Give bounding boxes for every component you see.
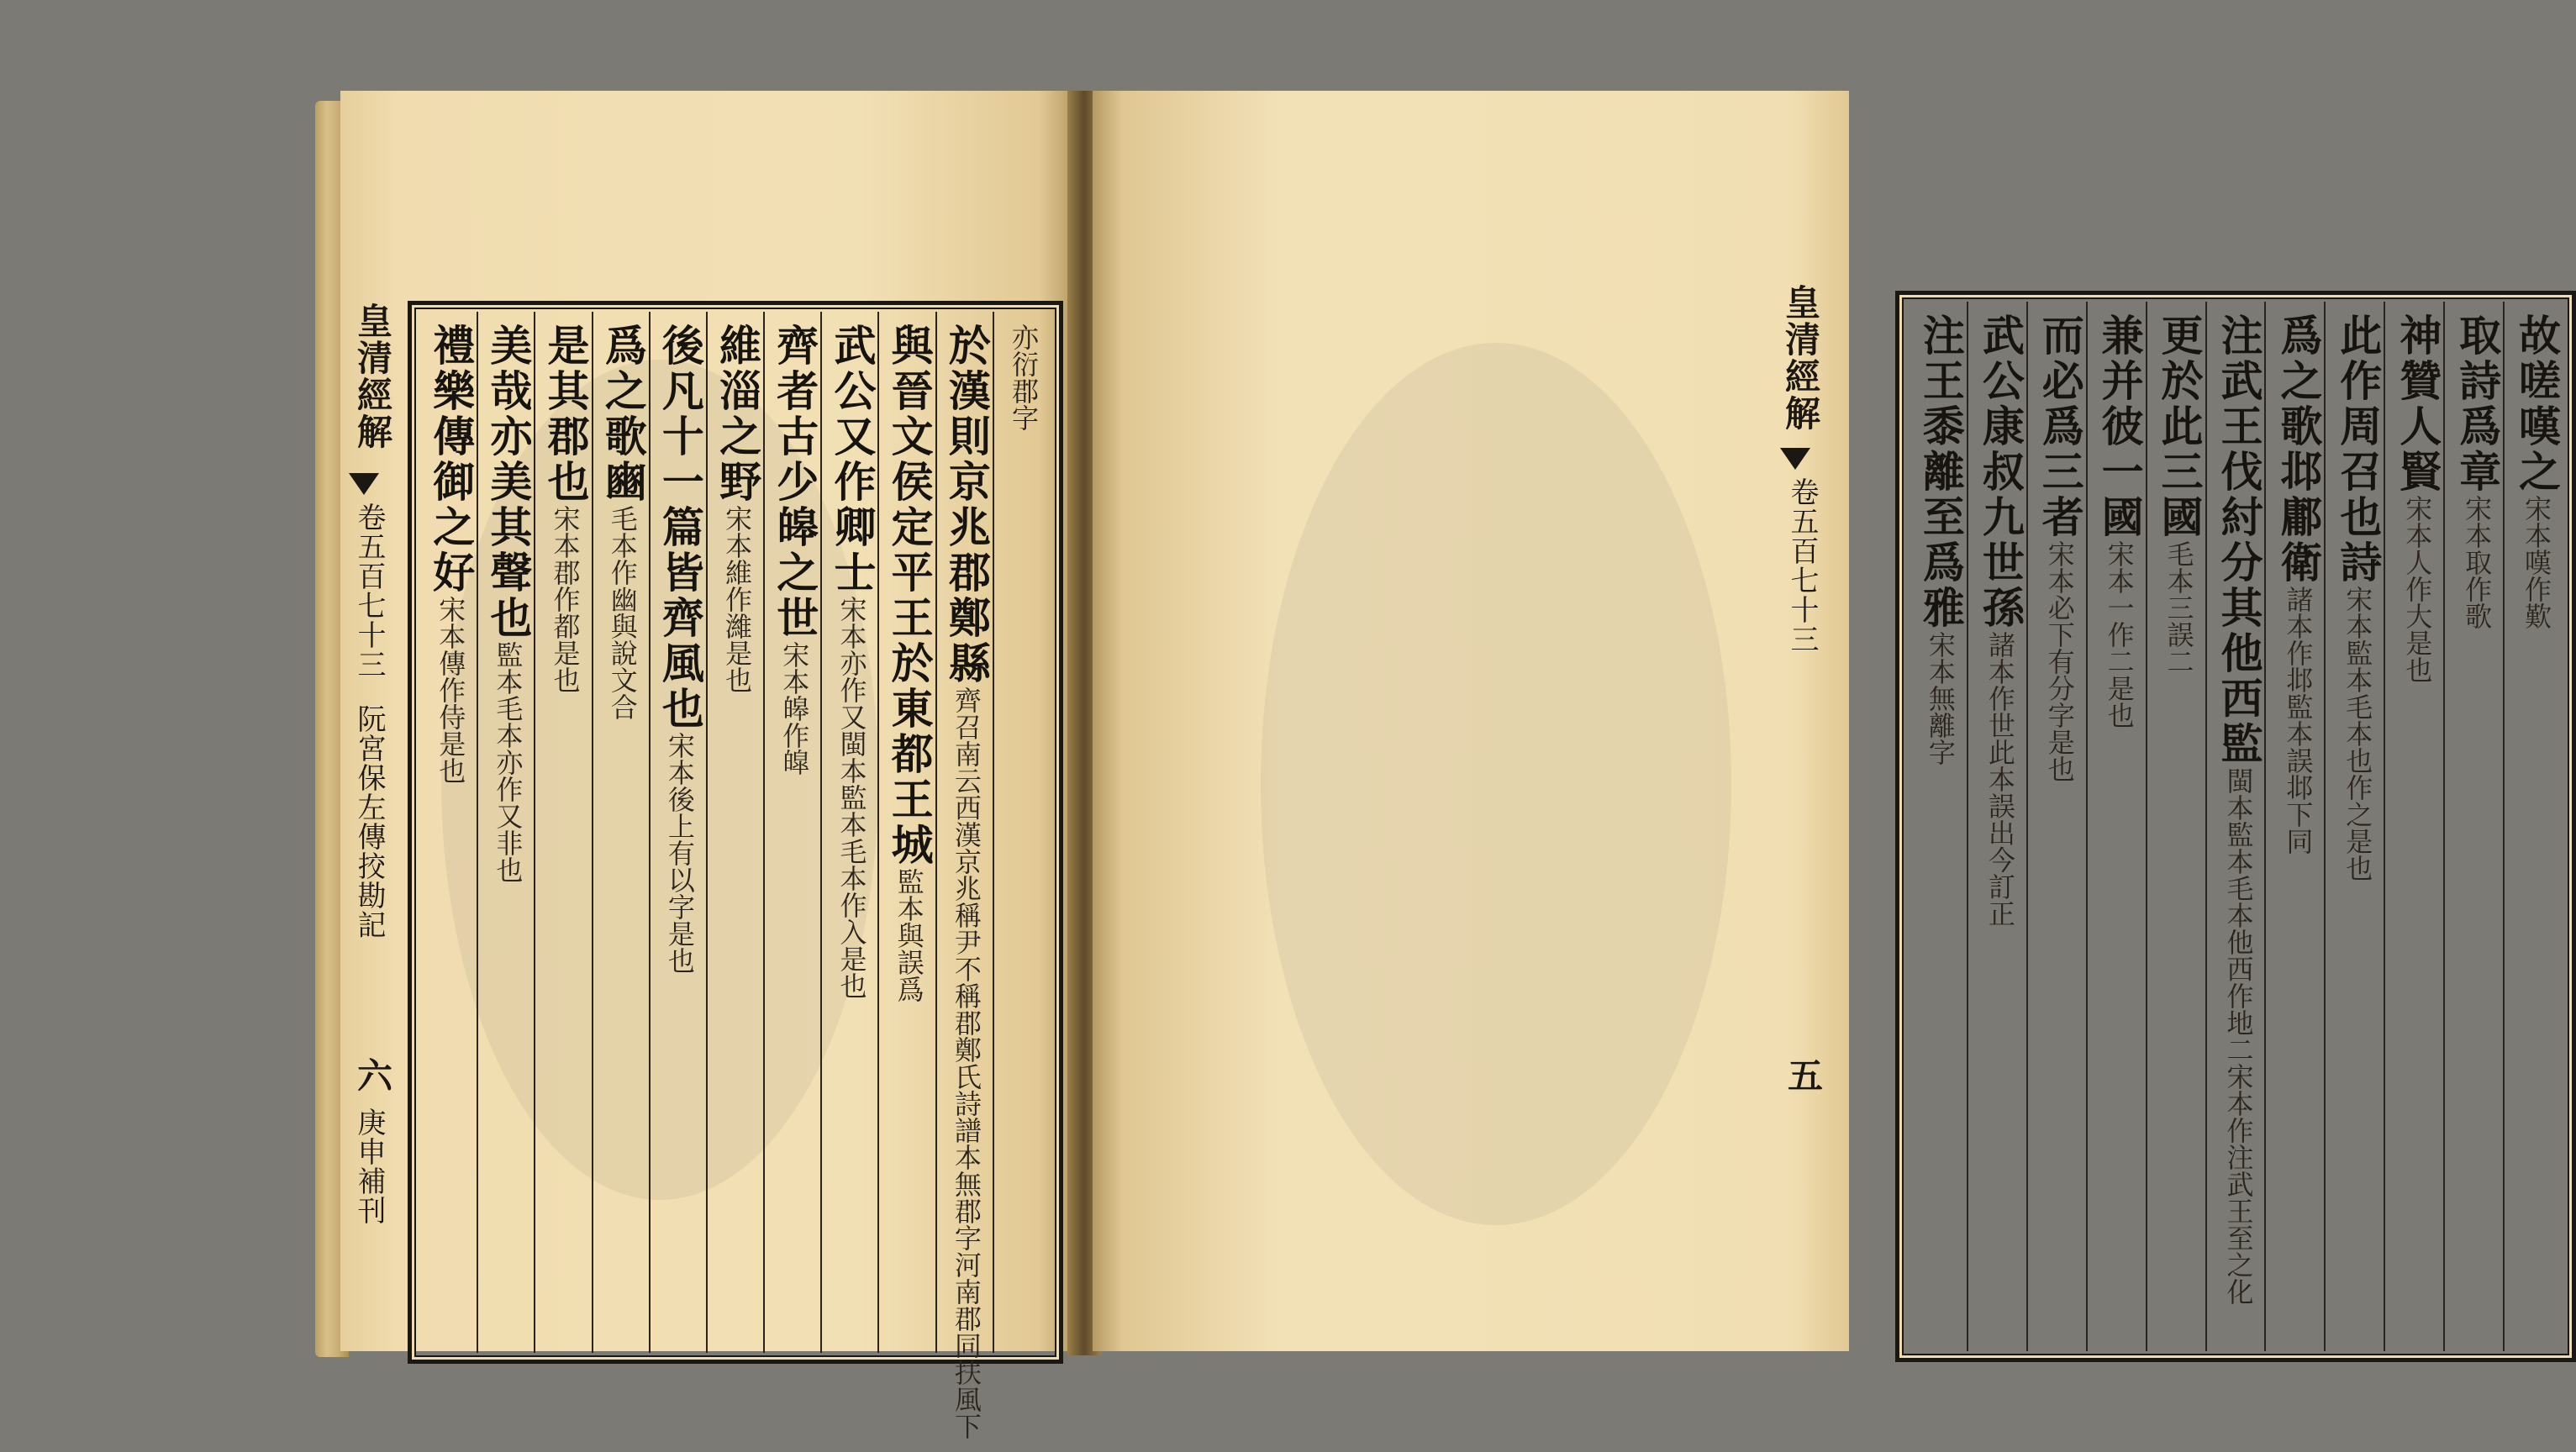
column-rule [2503, 302, 2505, 1351]
commentary-note: 宋本嘆作歎 [2521, 495, 2552, 629]
column-rule [2443, 302, 2445, 1351]
left-page [340, 91, 1076, 1439]
main-text: 爲之歌豳 [598, 324, 648, 505]
text-column [707, 324, 764, 1341]
column-rule [2205, 302, 2207, 1351]
main-text: 兼并彼一國 [2094, 313, 2145, 540]
text-column [1968, 313, 2027, 1339]
text-column [2504, 313, 2563, 1339]
right-text-frame [1895, 291, 2576, 1362]
text-column [2325, 313, 2384, 1339]
commentary-note: 監本與誤爲 [893, 868, 925, 1002]
column-rule [2324, 302, 2326, 1351]
text-column [936, 324, 993, 1439]
text-column [764, 324, 821, 1341]
main-text: 維淄之野 [713, 324, 763, 505]
right-margin-volume: 卷五百七十三 [1785, 477, 1819, 654]
main-text: 神贊人賢 [2393, 313, 2443, 495]
right-page [1093, 91, 2562, 1351]
text-column [420, 324, 477, 1341]
text-column [2265, 313, 2325, 1339]
column-rule [2086, 302, 2088, 1351]
column-rule [1967, 302, 1968, 1351]
column-rule [763, 312, 765, 1353]
main-text: 於漢則京兆郡鄭縣 [941, 324, 992, 687]
commentary-note: 宋本一作二是也 [2103, 540, 2136, 729]
column-rule [935, 312, 937, 1353]
left-text-frame [408, 301, 1063, 1439]
right-margin-page: 五 [1783, 1057, 1824, 1094]
main-text: 齊者古少皞之世 [770, 324, 820, 641]
main-text: 注武王伐紂分其他西監 [2214, 313, 2264, 767]
column-rule [592, 312, 593, 1353]
commentary-note: 亦衍郡字 [1008, 324, 1040, 431]
commentary-note: 宋本維作濰是也 [721, 505, 754, 693]
column-rule [2264, 302, 2266, 1351]
left-margin-title: 皇清經解 [352, 302, 393, 450]
column-rule [2026, 302, 2028, 1351]
commentary-note: 齊召南云西漢京兆稱尹不稱郡鄭氏詩譜本無郡字河南郡同扶風下 [950, 687, 982, 1439]
main-text: 爲之歌邶鄘衛 [2273, 313, 2324, 586]
main-text: 取詩爲章 [2452, 313, 2503, 495]
text-column [2147, 313, 2206, 1339]
commentary-note: 宋本後上有以字是也 [663, 732, 696, 974]
column-rule [706, 312, 708, 1353]
text-column [477, 324, 535, 1341]
text-column [1908, 313, 1968, 1339]
commentary-note: 諸本作世此本誤出今訂正 [1983, 631, 2016, 927]
main-text: 美哉亦美其聲也 [483, 324, 534, 641]
column-rule [820, 312, 822, 1353]
commentary-note: 宋本必下有分字是也 [2043, 540, 2076, 782]
commentary-note: 監本毛本亦作又非也 [492, 641, 524, 883]
main-text: 武公康叔九世孫 [1975, 313, 2026, 631]
column-rule [2384, 302, 2385, 1351]
commentary-note: 閩本監本毛本他西作地二宋本作注武王至之化 [2222, 767, 2255, 1305]
commentary-note: 宋本皞作皡 [778, 641, 811, 776]
text-column [2027, 313, 2087, 1339]
commentary-note: 宋本監本毛本也作之是也 [2342, 586, 2374, 881]
text-column [993, 324, 1051, 1341]
commentary-note: 諸本作邶監本誤邶下同 [2282, 586, 2315, 855]
main-text: 注王黍離至爲雅 [1915, 313, 1966, 631]
text-column [535, 324, 592, 1341]
commentary-note: 宋本郡作都是也 [549, 505, 582, 693]
commentary-note: 毛本作幽與說文合 [606, 505, 639, 720]
column-rule [2146, 302, 2147, 1351]
main-text: 而必爲三者 [2035, 313, 2085, 540]
main-text: 禮樂傳御之好 [426, 324, 477, 596]
text-column [878, 324, 935, 1341]
fish-tail-mark [349, 473, 379, 495]
text-column [2206, 313, 2266, 1339]
commentary-note: 宋本取作歌 [2461, 495, 2494, 629]
main-text: 與晉文侯定平王於東都王城 [884, 324, 935, 868]
main-text: 後凡十一篇皆齊風也 [655, 324, 705, 732]
text-column [593, 324, 650, 1341]
commentary-note: 宋本傳作侍是也 [435, 596, 467, 784]
commentary-note: 宋本人作大是也 [2401, 495, 2434, 683]
main-text: 武公又作卿士 [827, 324, 877, 596]
column-rule [993, 312, 994, 1353]
left-margin-author: 阮宮保左傳挍勘記 [352, 704, 386, 939]
main-text: 是其郡也 [540, 324, 591, 505]
text-column [650, 324, 707, 1341]
commentary-note: 宋本無離字 [1924, 631, 1957, 765]
fish-tail-mark [1780, 448, 1810, 470]
main-text: 此作周召也詩 [2333, 313, 2384, 586]
column-rule [477, 312, 478, 1353]
open-book [315, 91, 2562, 1439]
right-margin-title: 皇清經解 [1780, 284, 1821, 432]
main-text: 更於此三國 [2154, 313, 2205, 540]
main-text: 故嗟嘆之 [2512, 313, 2562, 495]
text-column [2384, 313, 2444, 1339]
left-margin-footer: 庚申補刊 [352, 1107, 386, 1225]
column-rule [877, 312, 879, 1353]
commentary-note: 毛本三誤二 [2162, 540, 2195, 675]
left-margin-page: 六 [352, 1057, 393, 1094]
text-column [2444, 313, 2504, 1339]
text-column [821, 324, 878, 1341]
text-column [2087, 313, 2147, 1339]
column-rule [534, 312, 535, 1353]
column-rule [649, 312, 651, 1353]
left-margin-volume: 卷五百七十三 [352, 502, 386, 679]
commentary-note: 宋本亦作又閩本監本毛本作入是也 [835, 596, 868, 999]
